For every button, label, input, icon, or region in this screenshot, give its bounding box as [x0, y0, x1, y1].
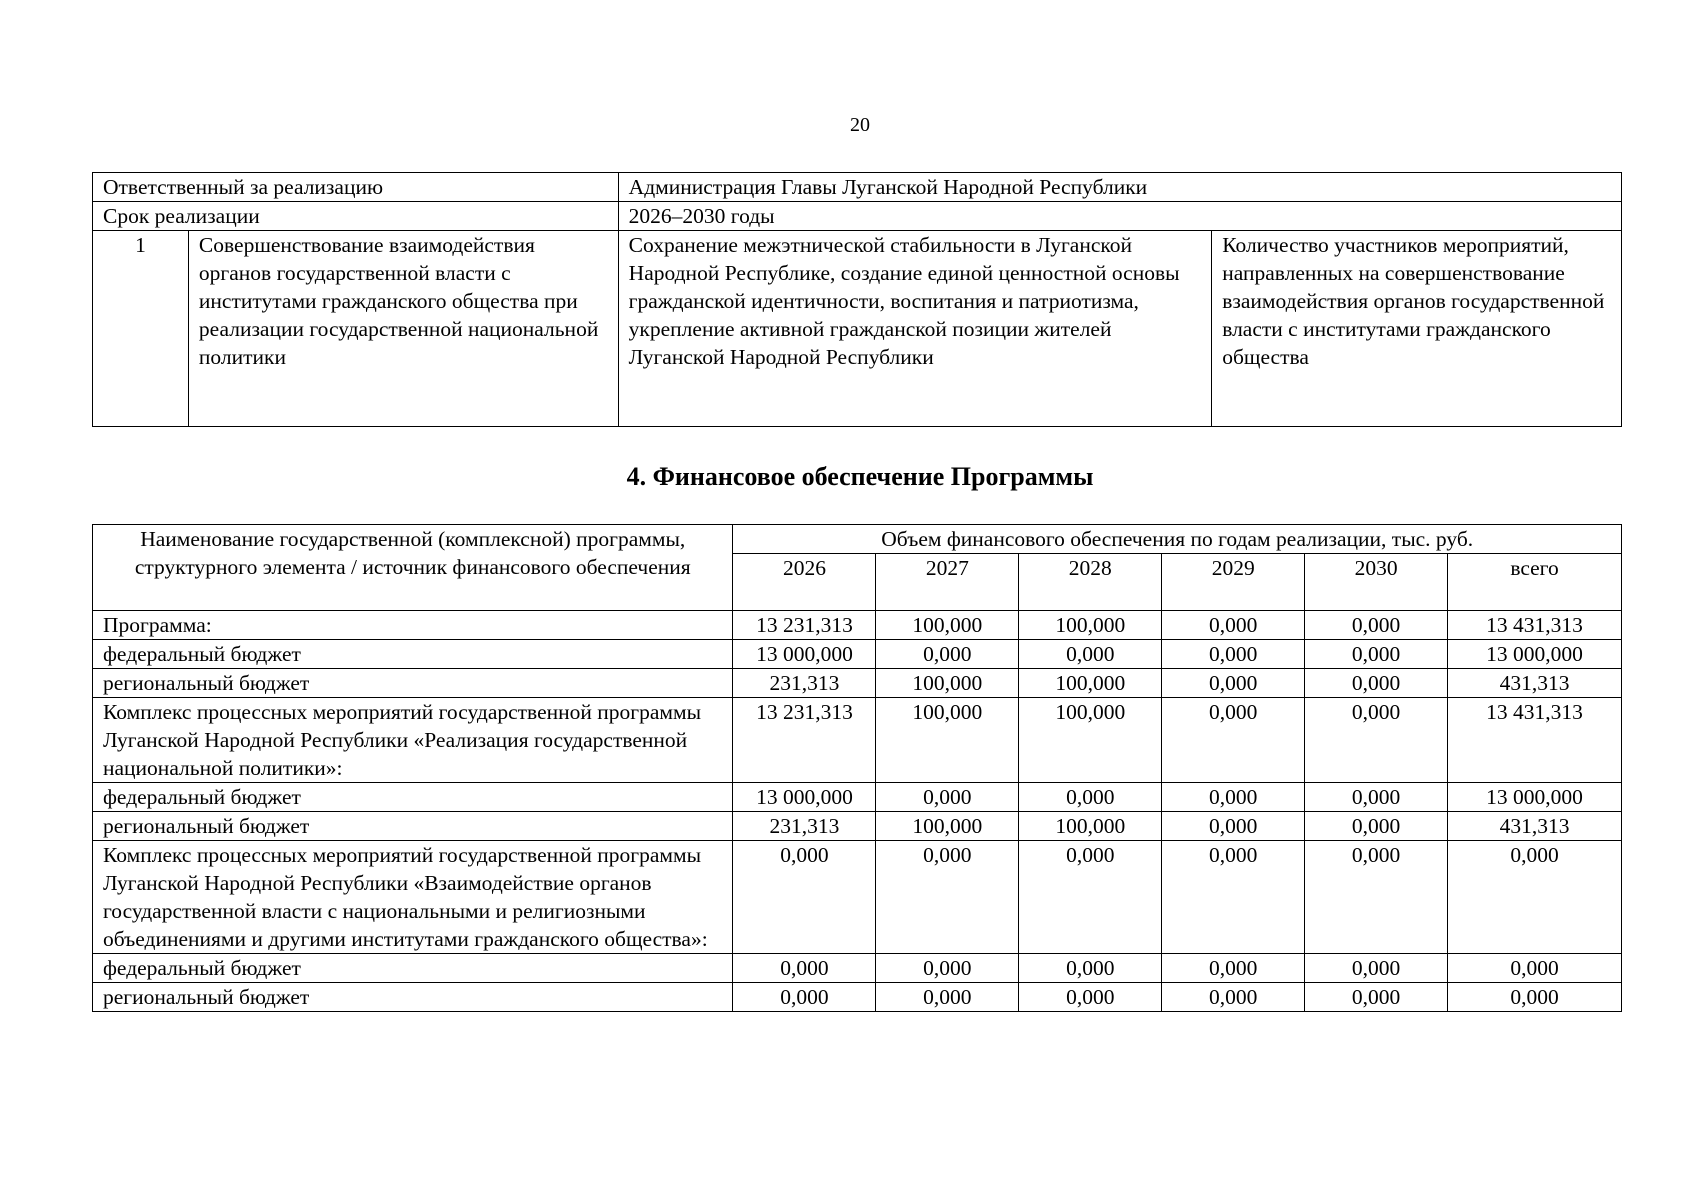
row-name: региональный бюджет: [93, 669, 733, 698]
row-value: 0,000: [1448, 983, 1622, 1012]
financing-table: [92, 524, 1622, 1012]
task-indicator: Количество участников мероприятий, направленных на совершенствование взаимодействия органов государственной власти с институтами гражданского общества: [1212, 231, 1622, 427]
row-value: 0,000: [1019, 983, 1162, 1012]
row-value: 0,000: [1305, 954, 1448, 983]
row-value: 0,000: [1162, 640, 1305, 669]
row-value: 231,313: [733, 669, 876, 698]
program-info-table: [92, 172, 1622, 427]
row-name: региональный бюджет: [93, 983, 733, 1012]
row-value: 0,000: [1305, 611, 1448, 640]
row-value: 0,000: [876, 841, 1019, 954]
responsible-value: Администрация Главы Луганской Народной Республики: [618, 173, 1621, 202]
year-header: 2028: [1019, 554, 1162, 611]
row-value: 100,000: [876, 812, 1019, 841]
period-value: 2026–2030 годы: [618, 202, 1621, 231]
row-value: 0,000: [876, 640, 1019, 669]
row-value: 231,313: [733, 812, 876, 841]
row-value: 100,000: [1019, 698, 1162, 783]
row-value: 0,000: [1162, 611, 1305, 640]
row-value: 431,313: [1448, 812, 1622, 841]
row-value: 13 000,000: [733, 640, 876, 669]
table-row: [93, 983, 1622, 1012]
row-value: 0,000: [1162, 841, 1305, 954]
table-row: [93, 841, 1622, 954]
row-value: 13 000,000: [733, 783, 876, 812]
table-row: [93, 698, 1622, 783]
row-value: 0,000: [1305, 841, 1448, 954]
row-value: 13 231,313: [733, 611, 876, 640]
row-value: 0,000: [1305, 783, 1448, 812]
year-header: 2026: [733, 554, 876, 611]
row-value: 100,000: [1019, 812, 1162, 841]
name-header: Наименование государственной (комплексной) программы, структурного элемента / источник финансового обеспечения: [93, 525, 733, 611]
row-value: 0,000: [1162, 783, 1305, 812]
row-value: 0,000: [1305, 669, 1448, 698]
row-value: 0,000: [1162, 954, 1305, 983]
row-value: 431,313: [1448, 669, 1622, 698]
task-effect: Сохранение межэтнической стабильности в Луганской Народной Республике, создание единой ценностной основы гражданской идентичности, воспитания и патриотизма, укрепление активной гражданской позиции жителей Луганской Народной Республики: [618, 231, 1212, 427]
row-value: 13 431,313: [1448, 611, 1622, 640]
row-value: 0,000: [876, 783, 1019, 812]
row-name: федеральный бюджет: [93, 783, 733, 812]
financing-body: [93, 611, 1622, 1012]
row-value: 13 231,313: [733, 698, 876, 783]
table-row: [93, 783, 1622, 812]
row-value: 0,000: [1305, 983, 1448, 1012]
row-value: 0,000: [1019, 640, 1162, 669]
table-row: [93, 640, 1622, 669]
row-value: 0,000: [1448, 954, 1622, 983]
row-value: 0,000: [876, 954, 1019, 983]
row-value: 100,000: [1019, 669, 1162, 698]
year-header: 2029: [1162, 554, 1305, 611]
row-value: 13 000,000: [1448, 783, 1622, 812]
header-row-1: [93, 525, 1622, 554]
table-row: [93, 954, 1622, 983]
task-number: 1: [93, 231, 189, 427]
year-header: всего: [1448, 554, 1622, 611]
table-row: [93, 669, 1622, 698]
year-header: 2030: [1305, 554, 1448, 611]
task-row: [93, 231, 1622, 427]
row-value: 0,000: [1162, 812, 1305, 841]
row-name: региональный бюджет: [93, 812, 733, 841]
table-row: [93, 812, 1622, 841]
responsible-label: Ответственный за реализацию: [93, 173, 619, 202]
page-number: 20: [850, 114, 870, 136]
row-name: федеральный бюджет: [93, 640, 733, 669]
row-value: 0,000: [1305, 812, 1448, 841]
row-value: 100,000: [876, 698, 1019, 783]
row-value: 0,000: [733, 983, 876, 1012]
row-value: 0,000: [1162, 698, 1305, 783]
row-value: 13 431,313: [1448, 698, 1622, 783]
row-value: 0,000: [1019, 841, 1162, 954]
task-text: Совершенствование взаимодействия органов государственной власти с институтами гражданского общества при реализации государственной национальной политики: [188, 231, 618, 427]
row-value: 100,000: [1019, 611, 1162, 640]
row-value: 100,000: [876, 611, 1019, 640]
row-name: Программа:: [93, 611, 733, 640]
row-value: 0,000: [1305, 698, 1448, 783]
row-value: 13 000,000: [1448, 640, 1622, 669]
row-value: 0,000: [1162, 983, 1305, 1012]
year-header: 2027: [876, 554, 1019, 611]
row-value: 0,000: [876, 983, 1019, 1012]
table-row: [93, 611, 1622, 640]
row-name: Комплекс процессных мероприятий государственной программы Луганской Народной Республики «Взаимодействие органов государственной власти с национальными и религиозными объединениями и другими институтами гражданского общества»:: [93, 841, 733, 954]
period-label: Срок реализации: [93, 202, 619, 231]
row-value: 0,000: [1019, 954, 1162, 983]
row-value: 0,000: [1019, 783, 1162, 812]
row-name: Комплекс процессных мероприятий государственной программы Луганской Народной Республики «Реализация государственной национальной политики»:: [93, 698, 733, 783]
section-title: 4. Финансовое обеспечение Программы: [626, 462, 1094, 491]
row-value: 0,000: [1305, 640, 1448, 669]
row-value: 0,000: [733, 841, 876, 954]
period-row: [93, 202, 1622, 231]
row-value: 0,000: [733, 954, 876, 983]
volume-header: Объем финансового обеспечения по годам реализации, тыс. руб.: [733, 525, 1622, 554]
row-value: 0,000: [1162, 669, 1305, 698]
row-value: 0,000: [1448, 841, 1622, 954]
row-name: федеральный бюджет: [93, 954, 733, 983]
responsible-row: [93, 173, 1622, 202]
row-value: 100,000: [876, 669, 1019, 698]
